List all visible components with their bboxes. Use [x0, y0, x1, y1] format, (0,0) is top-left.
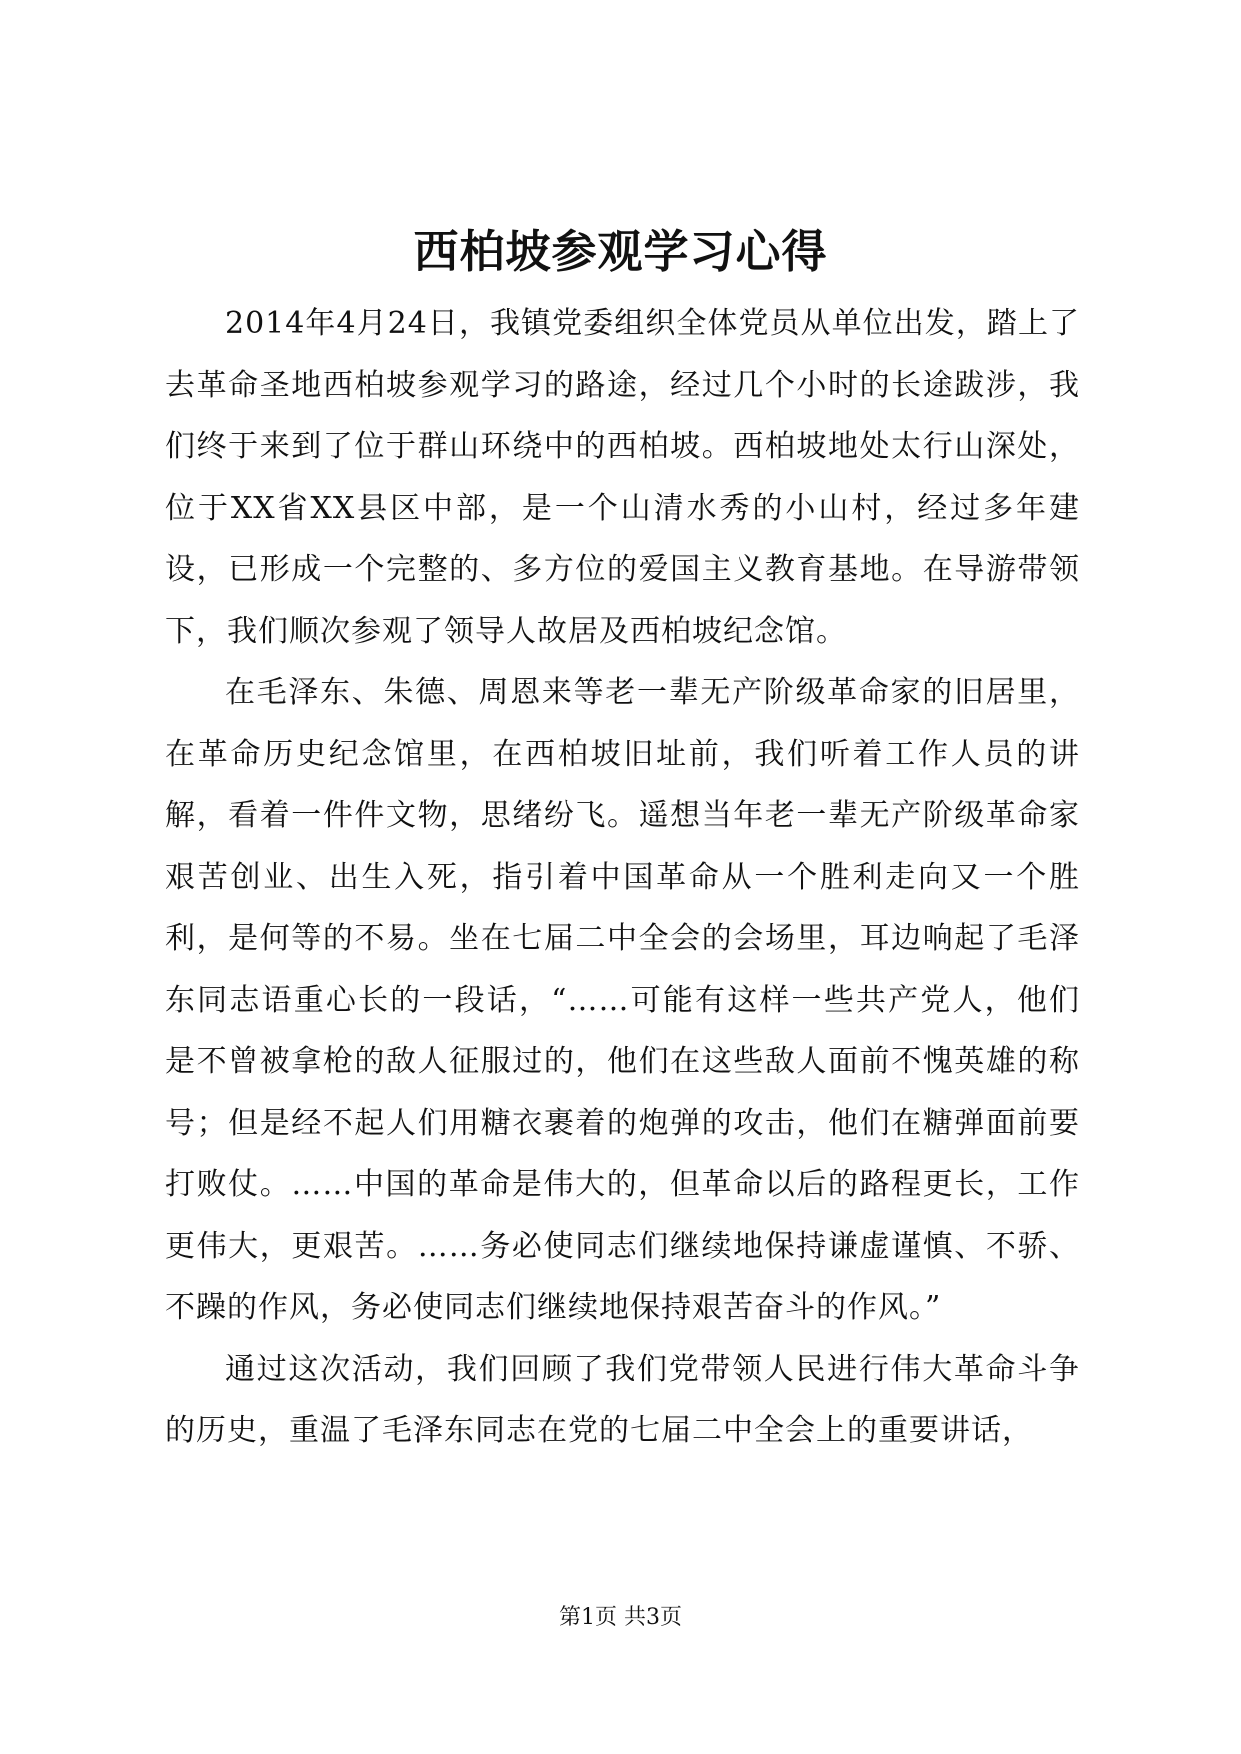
- document-body: [165, 293, 1080, 1462]
- page-footer: 第1页 共3页: [559, 1605, 682, 1630]
- paragraph-1: 2014年4月24日，我镇党委组织全体党员从单位出发，踏上了去革命圣地西柏坡参观学习的路途，经过几个小时的长途跋涉，我们终于来到了位于群山环绕中的西柏坡。西柏坡地处太行山深处，位于XX省XX县区中部，是一个山清水秀的小山村，经过多年建设，已形成一个完整的、多方位的爱国主义教育基地。在导游带领下，我们顺次参观了领导人故居及西柏坡纪念馆。: [165, 306, 1080, 649]
- document-title: 西柏坡参观学习心得: [413, 225, 828, 278]
- paragraph-3: 通过这次活动，我们回顾了我们党带领人民进行伟大革命斗争的历史，重温了毛泽东同志在党的七届二中全会上的重要讲话，: [165, 1351, 1080, 1448]
- paragraph-2: 在毛泽东、朱德、周恩来等老一辈无产阶级革命家的旧居里，在革命历史纪念馆里，在西柏坡旧址前，我们听着工作人员的讲解，看着一件件文物，思绪纷飞。遥想当年老一辈无产阶级革命家艰苦创业、出生入死，指引着中国革命从一个胜利走向又一个胜利，是何等的不易。坐在七届二中全会的会场里，耳边响起了毛泽东同志语重心长的一段话，“……可能有这样一些共产党人，他们是不曾被拿枪的敌人征服过的，他们在这些敌人面前不愧英雄的称号；但是经不起人们用糖衣裹着的炮弹的攻击，他们在糖弹面前要打败仗。……中国的革命是伟大的，但革命以后的路程更长，工作更伟大，更艰苦。……务必使同志们继续地保持谦虚谨慎、不骄、不躁的作风，务必使同志们继续地保持艰苦奋斗的作风。”: [165, 675, 1080, 1325]
